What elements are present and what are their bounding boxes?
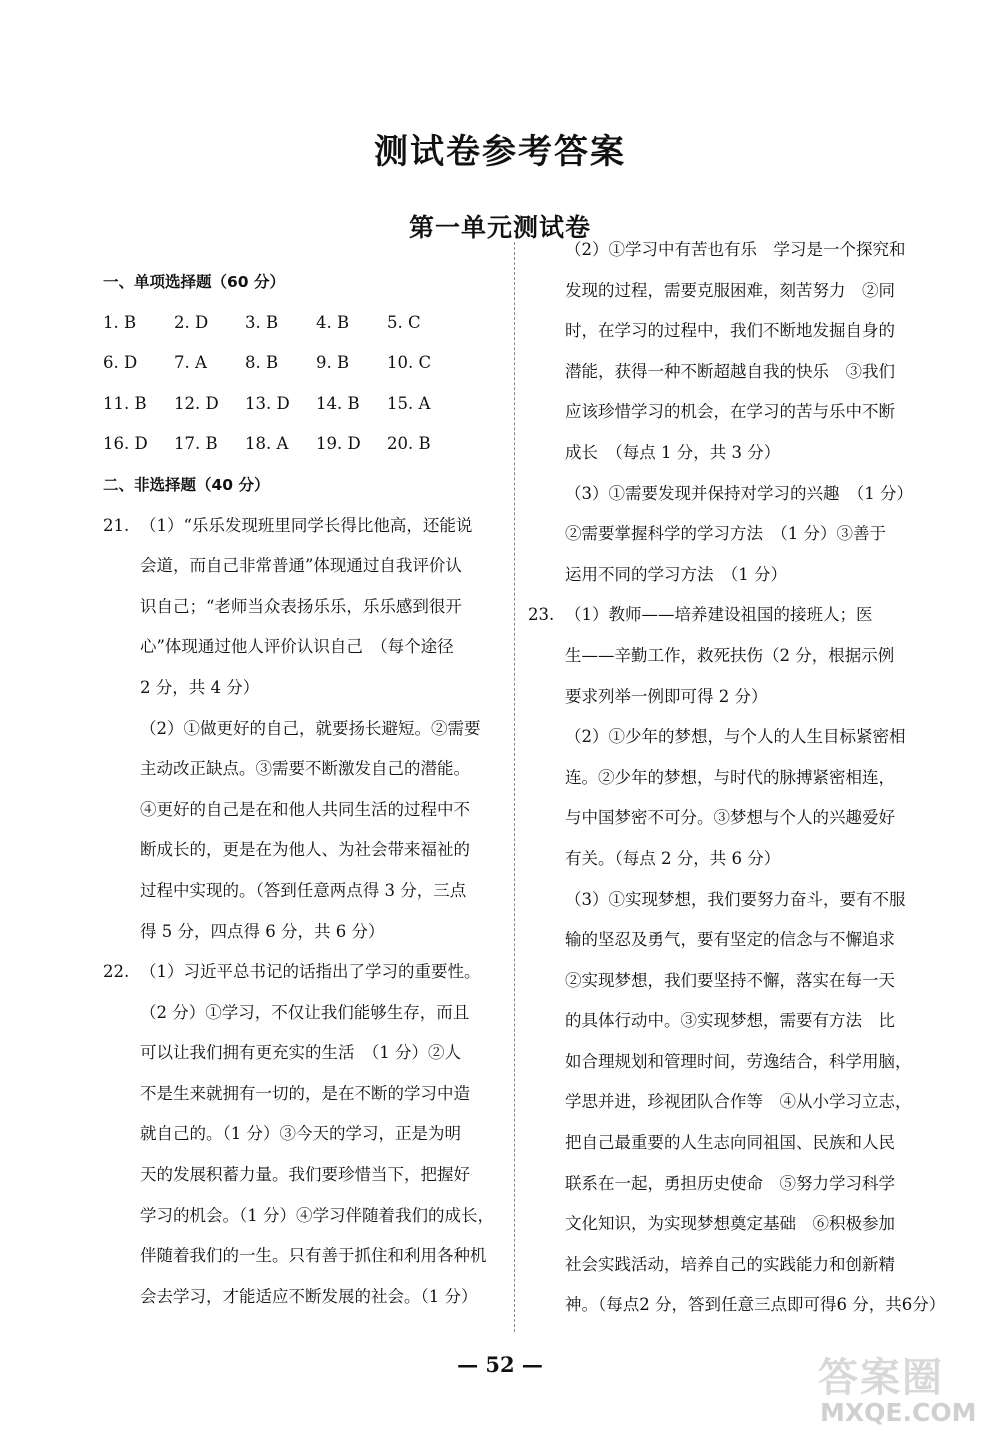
q23-part3	[565, 880, 945, 1327]
mc-answer: 10. C	[387, 353, 432, 373]
answer-line: 生——辛勤工作，救死扶伤（2 分，根据示例	[565, 645, 895, 665]
section1-heading: 一、单项选择题（60 分）	[103, 273, 285, 291]
answer-line: 成长 （每点 1 分，共 3 分）	[565, 442, 781, 462]
answer-line: 应该珍惜学习的机会，在学习的苦与乐中不断	[565, 402, 895, 422]
mc-row	[103, 303, 500, 344]
answer-line: 主动改正缺点。③需要不断激发自己的潜能。	[140, 759, 470, 779]
answer-line: 神。（每点2 分，答到任意三点即可得6 分，共6分）	[565, 1295, 946, 1315]
q22-part1	[140, 952, 500, 1317]
mc-answer: 1. B	[103, 312, 137, 332]
answer-line: （1）“乐乐发现班里同学长得比他高，还能说	[140, 515, 473, 535]
mc-answer: 9. B	[316, 353, 350, 373]
q21-part1	[140, 506, 500, 709]
answer-line: 识自己；“老师当众表扬乐乐，乐乐感到很开	[140, 596, 462, 616]
mc-answer: 3. B	[245, 312, 279, 332]
answer-line: （3）①需要发现并保持对学习的兴趣 （1 分）	[565, 483, 913, 503]
answer-line: 会道，而自己非常普通”体现通过自我评价认	[140, 556, 462, 576]
page-number: — 52 —	[457, 1352, 543, 1377]
answer-line: （1）教师——培养建设祖国的接班人；医	[565, 605, 873, 625]
answer-line: 不是生来就拥有一切的，是在不断的学习中造	[140, 1083, 470, 1103]
answer-line: 学习的机会。（1 分）④学习伴随着我们的成长，	[140, 1205, 494, 1225]
answer-line: 输的坚忍及勇气，要有坚定的信念与不懈追求	[565, 930, 895, 950]
answer-line: 把自己最重要的人生志向同祖国、民族和人民	[565, 1133, 895, 1153]
mc-answer: 4. B	[316, 312, 350, 332]
answer-line: （1）习近平总书记的话指出了学习的重要性。	[140, 962, 481, 982]
mc-answer: 18. A	[245, 434, 289, 454]
right-column	[528, 230, 946, 1326]
answer-line: 天的发展积蓄力量。我们要珍惜当下，把握好	[140, 1165, 470, 1185]
answer-line: ④更好的自己是在和他人共同生活的过程中不	[140, 799, 470, 819]
q23-part1	[565, 595, 945, 717]
question-number: 23.	[528, 605, 555, 625]
q23-part2	[565, 717, 945, 879]
answer-line: 运用不同的学习方法 （1 分）	[565, 564, 787, 584]
answer-line: （3）①实现梦想，我们要努力奋斗，要有不服	[565, 889, 906, 909]
answer-line: 发现的过程，需要克服困难，刻苦努力 ②同	[565, 280, 895, 300]
mc-answer: 11. B	[103, 393, 147, 413]
question-number: 21.	[103, 515, 130, 535]
mc-answer: 13. D	[245, 393, 290, 413]
answer-line: 就自己的。（1 分）③今天的学习，正是为明	[140, 1124, 461, 1144]
answer-line: ②实现梦想，我们要坚持不懈，落实在每一天	[565, 970, 895, 990]
q22-part2	[565, 230, 920, 474]
answer-line: 过程中实现的。（答到任意两点得 3 分，三点	[140, 880, 467, 900]
answer-line: 要求列举一例即可得 2 分）	[565, 686, 768, 706]
answer-line: 如合理规划和管理时间，劳逸结合，科学用脑，	[565, 1051, 912, 1071]
page-title: 测试卷参考答案	[374, 132, 626, 172]
answer-line: （2）①少年的梦想，与个人的人生目标紧密相	[565, 727, 906, 747]
answer-line: 文化知识，为实现梦想奠定基础 ⑥积极参加	[565, 1214, 895, 1234]
answer-line: 的具体行动中。③实现梦想，需要有方法 比	[565, 1011, 895, 1031]
q21-part2	[140, 709, 500, 953]
answer-line: 潜能，获得一种不断超越自我的快乐 ③我们	[565, 361, 895, 381]
mc-answer: 19. D	[316, 434, 361, 454]
answer-line: （2）①做更好的自己，就要扬长避短。②需要	[140, 718, 481, 738]
answer-line: 可以让我们拥有更充实的生活 （1 分）②人	[140, 1043, 461, 1063]
answer-line: 得 5 分，四点得 6 分，共 6 分）	[140, 921, 385, 941]
answer-line: （2）①学习中有苦也有乐 学习是一个探究和	[565, 240, 906, 259]
mc-row	[103, 343, 500, 384]
left-column	[103, 262, 500, 1317]
q22-part3	[565, 474, 920, 596]
watermark-url: MXQE.COM	[820, 1398, 977, 1427]
answer-line: 学思并进，珍视团队合作等 ④从小学习立志，	[565, 1092, 912, 1112]
mc-answer: 2. D	[174, 312, 209, 332]
answer-line: 联系在一起，勇担历史使命 ⑤努力学习科学	[565, 1173, 895, 1193]
watermark-logo	[818, 1346, 993, 1431]
mc-answer: 5. C	[387, 312, 421, 332]
mc-row	[103, 424, 500, 465]
answer-line: （2 分）①学习，不仅让我们能够生存，而且	[140, 1002, 470, 1022]
mc-answer: 6. D	[103, 353, 138, 373]
question-21	[103, 506, 500, 953]
answer-line: 会去学习，才能适应不断发展的社会。（1 分）	[140, 1286, 478, 1306]
unit-subtitle: 第一单元测试卷	[408, 213, 591, 242]
mc-answer: 14. B	[316, 393, 360, 413]
answer-line: 社会实践活动，培养自己的实践能力和创新精	[565, 1254, 895, 1274]
watermark-text: 答案圈	[818, 1355, 944, 1401]
mc-answer: 8. B	[245, 353, 279, 373]
answer-line: 心”体现通过他人评价认识自己 （每个途径	[140, 637, 454, 657]
answer-line: 伴随着我们的一生。只有善于抓住和利用各种机	[140, 1246, 487, 1266]
multiple-choice-answers	[103, 303, 500, 465]
question-22	[103, 952, 500, 1317]
mc-answer: 12. D	[174, 393, 219, 413]
mc-answer: 20. B	[387, 434, 431, 454]
question-number: 22.	[103, 962, 130, 982]
mc-answer: 15. A	[387, 393, 431, 413]
answer-line: ②需要掌握科学的学习方法 （1 分）③善于	[565, 524, 886, 544]
answer-line: 时，在学习的过程中，我们不断地发掘自身的	[565, 321, 895, 341]
answer-line: 有关。（每点 2 分，共 6 分）	[565, 848, 781, 868]
answer-line: 与中国梦密不可分。③梦想与个人的兴趣爱好	[565, 808, 895, 828]
mc-row	[103, 384, 500, 425]
mc-answer: 7. A	[174, 353, 207, 373]
mc-answer: 17. B	[174, 434, 218, 454]
answer-line: 断成长的，更是在为他人、为社会带来福祉的	[140, 840, 470, 860]
mc-answer: 16. D	[103, 434, 148, 454]
answer-line: 连。②少年的梦想，与时代的脉搏紧密相连，	[565, 767, 895, 787]
column-divider	[514, 242, 515, 1332]
answer-line: 2 分，共 4 分）	[140, 677, 260, 697]
question-23	[528, 595, 946, 1326]
section2-heading: 二、非选择题（40 分）	[103, 475, 270, 494]
